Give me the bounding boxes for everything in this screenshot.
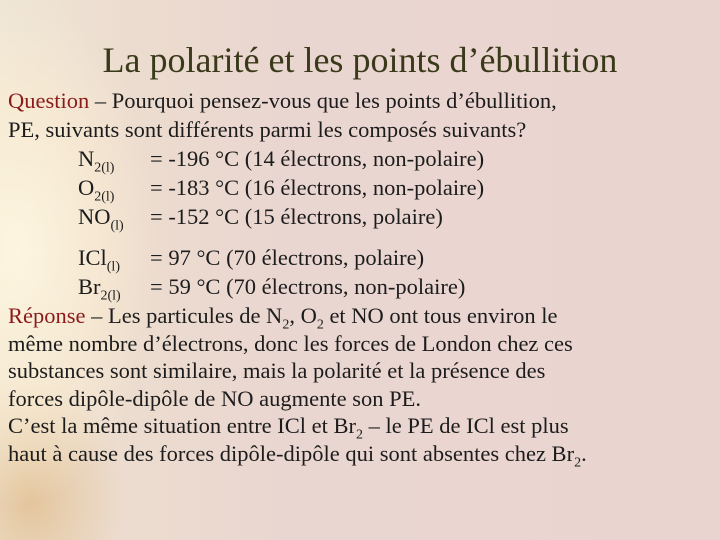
compound-row-n2 [8, 144, 720, 176]
compound-row-icl [8, 243, 720, 275]
compound-formula: ICl$_{(l)}$ [78, 245, 120, 275]
slide-body [8, 86, 720, 470]
compound-formula: $N_{2(l)}$ [78, 146, 115, 176]
answer-line-4: forces dipôle-dipôle de NO augmente son PE. [8, 385, 422, 411]
answer-line-3: substances sont similaire, mais la polarité et la présence des [8, 358, 546, 383]
compound-row-br2 [8, 272, 720, 304]
answer-line-1: Réponse – Les particules de $N_2$, $O_2$ et NO ont tous environ le [8, 303, 558, 333]
compound-value: = -183 °C (16 électrons, non-polaire) [150, 175, 485, 200]
question-line-1 [8, 86, 720, 115]
question-text-1: – Pourquoi pensez-vous que les points d’ébullition, [89, 88, 557, 113]
question-line-2: PE, suivants sont différents parmi les composés suivants? [8, 117, 527, 142]
answer-label: Réponse [8, 303, 86, 328]
compound-value: = 97 °C (70 électrons, polaire) [150, 245, 425, 270]
question-label: Question [8, 88, 90, 113]
compound-row-no [8, 202, 720, 234]
compound-value: = 59 °C (70 électrons, non-polaire) [150, 274, 466, 299]
compound-value: = -196 °C (14 électrons, non-polaire) [150, 146, 485, 171]
slide-title: La polarité et les points d’ébullition [102, 40, 618, 80]
answer-line-2: même nombre d’électrons, donc les forces de London chez ces [8, 330, 573, 356]
compound-row-o2 [8, 173, 720, 205]
answer-line-5: C’est la même situation entre ICl et $Br_2$ – le PE de ICl est plus [8, 413, 569, 443]
answer-line-6: haut à cause des forces dipôle-dipôle qui sont absentes chez $Br_2$. [8, 440, 587, 470]
compound-formula: $O_{2(l)}$ [78, 175, 115, 205]
compound-formula: $NO_{(l)}$ [78, 204, 124, 234]
compound-formula: $Br_{2(l)}$ [78, 274, 121, 304]
compound-value: = -152 °C (15 électrons, polaire) [150, 204, 443, 229]
